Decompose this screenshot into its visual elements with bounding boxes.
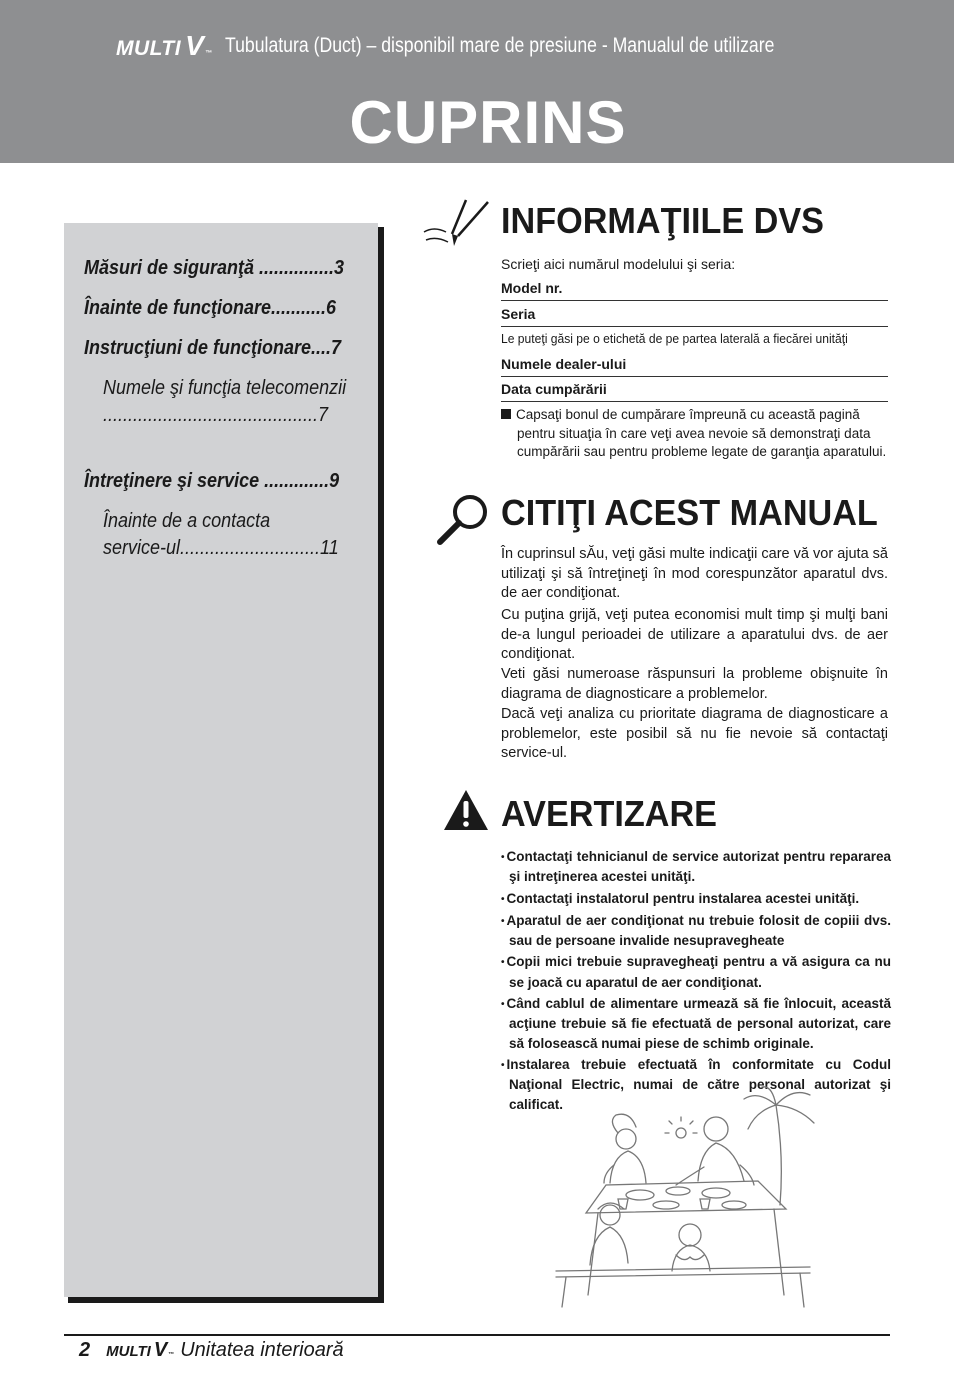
read-manual-paragraph-1: În cuprinsul sĂu, veţi găsi multe indicaţii care vă vor ajuta să utilizaţi şi să întreţineţi în mod corespunzător aparatul dvs. de aer condiţionat. [501, 546, 888, 601]
page-title: CUPRINS [349, 89, 627, 156]
series-line[interactable] [501, 326, 888, 327]
purchase-date-label: Data cumpărării [501, 381, 607, 397]
model-number-label: Model nr. [501, 280, 563, 296]
magnifier-icon [434, 492, 494, 548]
toc-item-remote-control[interactable]: Numele şi funcţia telecomenzii [103, 377, 347, 399]
model-number-line[interactable] [501, 300, 888, 301]
toc-item-maintenance[interactable]: Întreţinere şi service .............9 [84, 470, 340, 492]
warning-item: • Copii mici trebuie supravegheaţi pentru a vă asigura ca nu se joacă cu aparatul de aer condiţionat. [501, 952, 891, 992]
warning-item: • Când cablul de alimentare urmează să fie înlocuit, această acţiune trebuie să fie efectuată de personal autorizat, care să folosească numai piese de schimb originale. [501, 994, 891, 1053]
footer [79, 1336, 344, 1364]
warning-item: • Contactaţi tehnicianul de service autorizat pentru repararea şi intreţinerea acestei unităţi. [501, 847, 891, 887]
series-label: Seria [501, 306, 536, 322]
receipt-note [501, 406, 891, 462]
toc-item-operation-instructions[interactable]: Instrucţiuni de funcţionare....7 [84, 337, 342, 359]
warning-item: • Contactaţi instalatorul pentru instalarea acestei unităţi. [501, 889, 891, 909]
toc-item-safety[interactable]: Măsuri de siguranţă ...............3 [84, 257, 345, 279]
footer-unit-text: Unitatea interioară [180, 1338, 344, 1361]
dealer-name-line[interactable] [501, 376, 888, 377]
table-of-contents [64, 223, 378, 1297]
purchase-date-line[interactable] [501, 401, 888, 402]
toc-item-before-operation[interactable]: Înainte de funcţionare...........6 [84, 297, 337, 319]
read-manual-heading: CITIŢI ACEST MANUAL [501, 492, 878, 533]
footer-logo-letter: V [153, 1338, 168, 1361]
footer-logo-word: MULTI [106, 1342, 151, 1360]
family-picnic-illustration [548, 1085, 820, 1310]
read-manual-paragraph-4: Dacă veţi analiza cu prioritate diagrama de diagnosticare a problemelor, este posibil să nu fie nevoie să contactaţi service-ul. [501, 706, 888, 761]
toc-item-before-service-page[interactable]: service-ul............................11 [103, 537, 339, 559]
pen-icon [422, 196, 492, 252]
logo-word: MULTI [116, 37, 182, 60]
warning-triangle-icon [442, 788, 490, 832]
multi-v-logo [116, 30, 213, 62]
header-subtitle: Tubulatura (Duct) – disponibil mare de presiune - Manualul de utilizare [224, 34, 775, 57]
logo-tm: ™ [205, 50, 213, 57]
logo-letter: V [185, 30, 205, 61]
header-brand-line [116, 30, 879, 62]
toc-item-before-service[interactable]: Înainte de a contacta [103, 510, 271, 532]
square-bullet-icon [501, 409, 511, 419]
dvs-info-intro: Scrieţi aici numărul modelului şi seria: [501, 256, 736, 272]
warning-item: • Instalarea trebuie efectuată în conformitate cu Codul Naţional Electric, numai de către personal autorizat şi calificat. [501, 1055, 891, 1114]
footer-logo-tm: ™ [168, 1351, 175, 1358]
warning-list [501, 847, 891, 1116]
dealer-name-label: Numele dealer-ului [501, 356, 627, 372]
sticker-note: Le puteţi găsi pe o etichetă de pe partea laterală a fiecărei unităţi [501, 331, 848, 346]
read-manual-paragraph-2: Cu puţina grijă, veţi putea economisi mult timp şi mulţi bani de-a lungul perioadei de utilizare a aparatului dvs. de aer condiţionat. [501, 607, 888, 662]
receipt-note-text: Capsaţi bonul de cumpărare împreună cu această pagină pentru situaţia în care veţi avea nevoie să demonstraţi data cumpărării sau pentru probleme legate de garanţia aparatului. [516, 407, 887, 459]
page-number: 2 [79, 1338, 91, 1361]
read-manual-paragraph-3: Veti găsi numeroase răspunsuri la probleme obişnuite în diagrama de diagnosticare a problemelor. [501, 666, 888, 702]
footer-multi-v-logo [106, 1339, 174, 1362]
toc-item-remote-control-page[interactable]: ...........................................7 [103, 404, 329, 426]
warning-item: • Aparatul de aer condiţionat nu trebuie folosit de copiii dvs. sau de persoane invalide nesupravegheate [501, 911, 891, 951]
dvs-info-heading: INFORMAŢIILE DVS [501, 200, 824, 241]
warning-heading: AVERTIZARE [501, 793, 717, 834]
header-band [0, 0, 954, 163]
